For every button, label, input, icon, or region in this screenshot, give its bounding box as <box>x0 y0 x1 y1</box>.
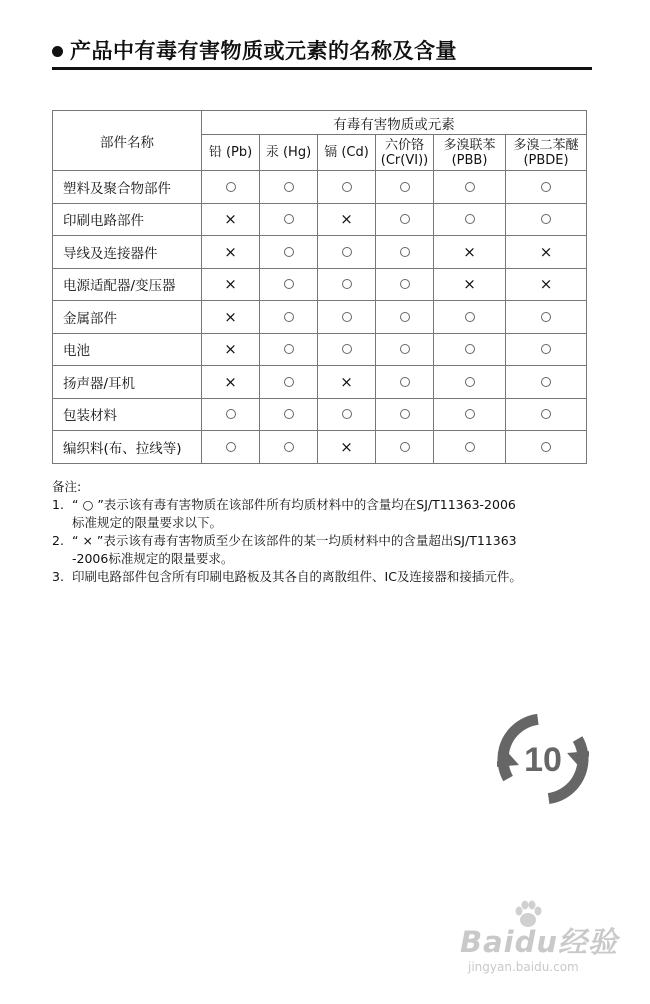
cross-mark: × <box>224 340 237 359</box>
mark-cell <box>202 366 260 399</box>
circle-mark-icon <box>465 409 475 419</box>
circle-mark-icon <box>541 442 551 452</box>
note-text-continued: -2006标准规定的限量要求。 <box>72 551 234 566</box>
circle-mark-icon <box>284 247 294 257</box>
circle-mark-icon <box>284 312 294 322</box>
substance-header <box>434 135 506 171</box>
mark-cell <box>376 171 434 204</box>
note-text: 印刷电路部件包含所有印刷电路板及其各自的离散组件、IC及连接器和接插元件。 <box>72 569 522 584</box>
mark-cell <box>260 301 318 334</box>
note-text-continued: 标准规定的限量要求以下。 <box>72 515 223 530</box>
substance-name: 镉 (Cd) <box>324 145 369 160</box>
mark-cell <box>260 236 318 269</box>
circle-mark-icon <box>342 247 352 257</box>
mark-cell <box>260 398 318 431</box>
mark-cell <box>260 171 318 204</box>
circle-mark-icon <box>400 442 410 452</box>
mark-cell <box>506 171 587 204</box>
circle-mark-icon <box>226 409 236 419</box>
circle-mark-icon <box>284 344 294 354</box>
table-row <box>53 333 587 366</box>
mark-cell <box>318 268 376 301</box>
circle-mark-icon <box>465 182 475 192</box>
mark-cell <box>434 333 506 366</box>
circle-mark-icon <box>400 409 410 419</box>
mark-cell <box>376 431 434 464</box>
page-title: 产品中有毒有害物质或元素的名称及含量 <box>70 39 457 63</box>
cross-mark: × <box>463 242 476 261</box>
mark-cell <box>260 333 318 366</box>
circle-mark-icon <box>342 279 352 289</box>
circle-mark-icon <box>400 247 410 257</box>
circle-mark-icon <box>342 409 352 419</box>
part-name: 包装材料 <box>53 398 202 431</box>
mark-cell <box>318 301 376 334</box>
part-name: 电源适配器/变压器 <box>53 268 202 301</box>
mark-cell <box>506 301 587 334</box>
circle-mark-icon <box>284 377 294 387</box>
circle-mark-icon <box>400 279 410 289</box>
mark-cell <box>376 203 434 236</box>
mark-cell <box>202 171 260 204</box>
note-text: “ ○ ”表示该有毒有害物质在该部件所有均质材料中的含量均在SJ/T11363-2006 <box>72 497 516 512</box>
cross-mark: × <box>340 372 353 391</box>
circle-mark-icon <box>400 214 410 224</box>
table-row <box>53 236 587 269</box>
note-number: 2. <box>52 533 64 548</box>
efup-period-icon <box>497 713 589 805</box>
note-number: 1. <box>52 497 64 512</box>
cross-mark: × <box>224 242 237 261</box>
circle-mark-icon <box>465 312 475 322</box>
mark-cell <box>376 366 434 399</box>
circle-mark-icon <box>342 182 352 192</box>
circle-mark-icon <box>400 312 410 322</box>
circle-mark-icon <box>541 182 551 192</box>
substance-header <box>376 135 434 171</box>
mark-cell <box>318 333 376 366</box>
mark-cell <box>202 203 260 236</box>
mark-cell <box>202 301 260 334</box>
mark-cell <box>506 203 587 236</box>
mark-cell <box>506 333 587 366</box>
substance-symbol: (Cr(VI)) <box>380 152 429 168</box>
circle-mark-icon <box>284 279 294 289</box>
part-name: 导线及连接器件 <box>53 236 202 269</box>
mark-cell <box>318 431 376 464</box>
note-item <box>52 496 602 532</box>
mark-cell <box>434 171 506 204</box>
table-row <box>53 398 587 431</box>
mark-cell <box>434 236 506 269</box>
part-name: 编织料(布、拉线等) <box>53 431 202 464</box>
note-text: “ × ”表示该有毒有害物质至少在该部件的某一均质材料中的含量超出SJ/T11363 <box>72 533 517 548</box>
mark-cell <box>318 236 376 269</box>
circle-mark-icon <box>284 182 294 192</box>
substance-header <box>318 135 376 171</box>
mark-cell <box>434 268 506 301</box>
note-number: 3. <box>52 569 64 584</box>
circle-mark-icon <box>284 214 294 224</box>
substance-group-header: 有毒有害物质或元素 <box>202 111 587 135</box>
substance-symbol: (PBB) <box>451 152 488 168</box>
substance-header <box>506 135 587 171</box>
mark-cell <box>260 366 318 399</box>
mark-cell <box>318 366 376 399</box>
mark-cell <box>434 301 506 334</box>
circle-mark-icon <box>541 344 551 354</box>
circle-mark-icon <box>400 182 410 192</box>
watermark <box>460 900 630 985</box>
mark-cell <box>376 268 434 301</box>
logo-number: 10 <box>524 741 562 779</box>
part-name: 扬声器/耳机 <box>53 366 202 399</box>
cross-mark: × <box>224 307 237 326</box>
substance-name: 多溴联苯 <box>443 137 496 153</box>
substance-name: 多溴二苯醚 <box>513 137 579 153</box>
substance-name: 六价铬 <box>384 137 424 153</box>
circle-mark-icon <box>541 214 551 224</box>
circle-mark-icon <box>465 344 475 354</box>
mark-cell <box>376 333 434 366</box>
cross-mark: × <box>224 372 237 391</box>
mark-cell <box>434 366 506 399</box>
cross-mark: × <box>340 210 353 229</box>
circle-mark-icon <box>400 377 410 387</box>
mark-cell <box>506 366 587 399</box>
part-name-header: 部件名称 <box>53 111 202 171</box>
circle-mark-icon <box>541 377 551 387</box>
mark-cell <box>260 268 318 301</box>
circle-mark-icon <box>284 442 294 452</box>
cross-mark: × <box>224 275 237 294</box>
note-item <box>52 568 602 586</box>
section-title <box>52 38 592 70</box>
table-row <box>53 366 587 399</box>
notes-section <box>52 478 602 586</box>
mark-cell <box>202 398 260 431</box>
circle-mark-icon <box>465 377 475 387</box>
mark-cell <box>434 398 506 431</box>
circle-mark-icon <box>541 312 551 322</box>
mark-cell <box>202 333 260 366</box>
cross-mark: × <box>340 437 353 456</box>
hazardous-substance-table <box>52 110 587 464</box>
cross-mark: × <box>224 210 237 229</box>
circle-mark-icon <box>226 182 236 192</box>
circle-mark-icon <box>541 409 551 419</box>
part-name: 电池 <box>53 333 202 366</box>
substance-header <box>202 135 260 171</box>
mark-cell <box>260 203 318 236</box>
note-item <box>52 532 602 568</box>
bullet-icon <box>52 46 63 57</box>
circle-mark-icon <box>465 442 475 452</box>
cross-mark: × <box>539 275 553 294</box>
mark-cell <box>376 301 434 334</box>
table-row <box>53 431 587 464</box>
mark-cell <box>318 398 376 431</box>
mark-cell <box>506 268 587 301</box>
watermark-brand: Baidu经验 <box>460 925 619 959</box>
circle-mark-icon <box>400 344 410 354</box>
cross-mark: × <box>463 275 476 294</box>
mark-cell <box>318 171 376 204</box>
mark-cell <box>434 203 506 236</box>
mark-cell <box>376 236 434 269</box>
substance-symbol: (PBDE) <box>523 152 569 168</box>
substance-header <box>260 135 318 171</box>
cross-mark: × <box>539 242 553 261</box>
circle-mark-icon <box>465 214 475 224</box>
mark-cell <box>202 431 260 464</box>
mark-cell <box>318 203 376 236</box>
mark-cell <box>202 236 260 269</box>
table-row <box>53 171 587 204</box>
notes-label: 备注: <box>52 479 82 494</box>
watermark-url: jingyan.baidu.com <box>468 960 579 974</box>
circle-mark-icon <box>284 409 294 419</box>
part-name: 印刷电路部件 <box>53 203 202 236</box>
part-name: 金属部件 <box>53 301 202 334</box>
table-row <box>53 203 587 236</box>
substance-name: 汞 (Hg) <box>265 145 312 160</box>
mark-cell <box>202 268 260 301</box>
circle-mark-icon <box>226 442 236 452</box>
mark-cell <box>506 398 587 431</box>
part-name: 塑料及聚合物部件 <box>53 171 202 204</box>
mark-cell <box>506 431 587 464</box>
circle-mark-icon <box>342 344 352 354</box>
substance-name: 铅 (Pb) <box>208 145 253 160</box>
mark-cell <box>506 236 587 269</box>
mark-cell <box>434 431 506 464</box>
mark-cell <box>260 431 318 464</box>
mark-cell <box>376 398 434 431</box>
table-row <box>53 268 587 301</box>
circle-mark-icon <box>342 312 352 322</box>
table-row <box>53 301 587 334</box>
